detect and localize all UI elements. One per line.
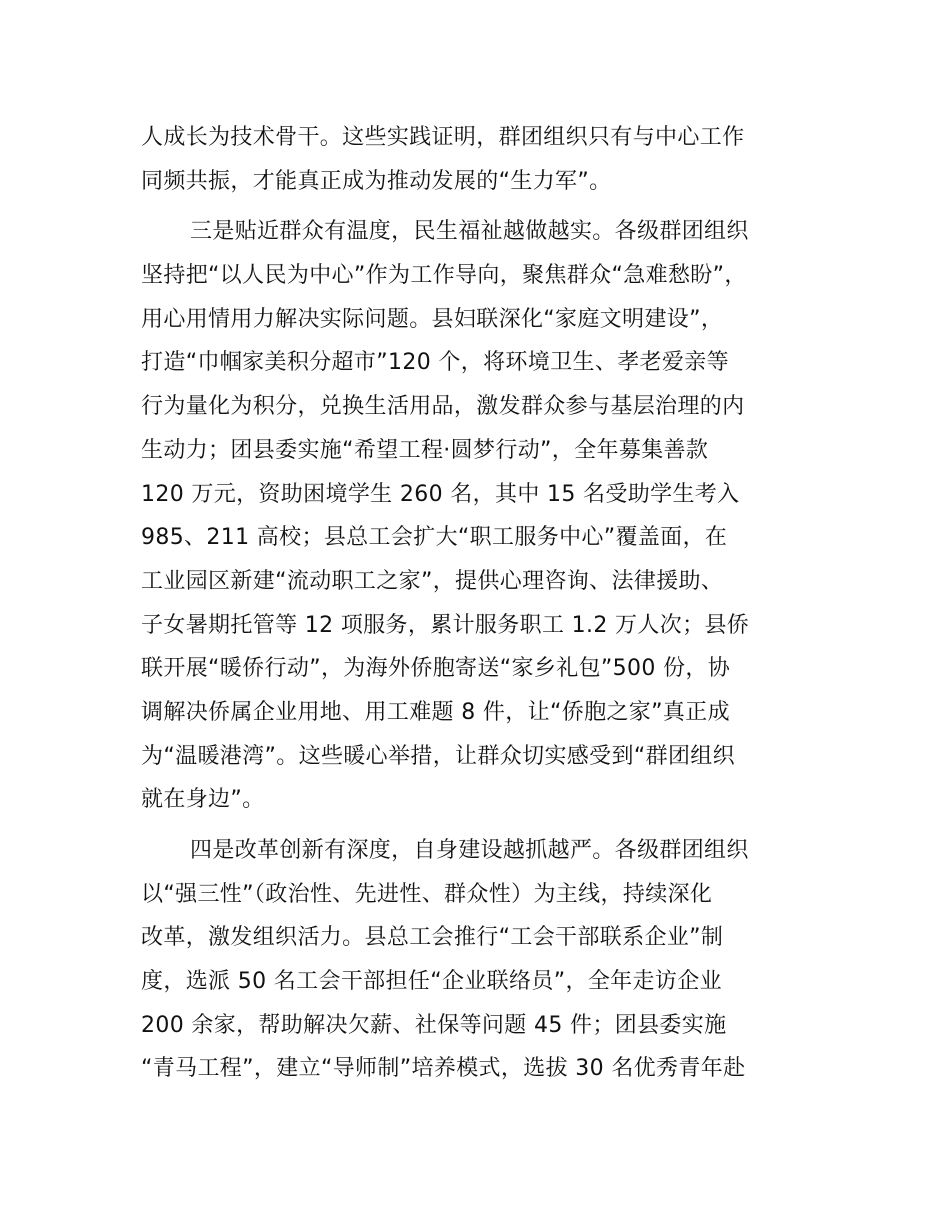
- text-line: 用心用情用力解决实际问题。县妇联深化“家庭文明建设”，: [141, 306, 724, 332]
- text-line: 为“温暖港湾”。这些暖心举措，让群众切实感受到“群团组织: [141, 743, 735, 769]
- text-line: 坚持把“以人民为中心”作为工作导向，聚焦群众“急难愁盼”，: [141, 263, 747, 289]
- text-line: 985、211 高校；县总工会扩大“职工服务中心”覆盖面，在: [141, 525, 728, 551]
- text-line: 打造“巾帼家美积分超市”120 个，将环境卫生、孝老爱亲等: [141, 350, 729, 376]
- text-line: 行为量化为积分，兑换生活用品，激发群众参与基层治理的内: [141, 394, 745, 420]
- text-line: “青马工程”，建立“导师制”培养模式，选拔 30 名优秀青年赴: [141, 1056, 746, 1082]
- text-line: 200 余家，帮助解决欠薪、社保等问题 45 件；团县委实施: [141, 1012, 727, 1038]
- text-line: 同频共振，才能真正成为推动发展的“生力军”。: [141, 168, 612, 194]
- text-line: 人成长为技术骨干。这些实践证明，群团组织只有与中心工作: [141, 125, 745, 150]
- text-line: 调解决侨属企业用地、用工难题 8 件，让“侨胞之家”真正成: [141, 699, 730, 725]
- paragraph-gap: [141, 822, 831, 829]
- text-line: 度，选派 50 名工会干部担任“企业联络员”，全年走访企业: [141, 969, 722, 995]
- text-line: 120 万元，资助困境学生 260 名，其中 15 名受助学生考入: [141, 481, 740, 507]
- text-line: 以“强三性”（政治性、先进性、群众性）为主线，持续深化: [141, 881, 713, 907]
- text-line: 改革，激发组织活力。县总工会推行“工会干部联系企业”制: [141, 925, 724, 951]
- text-line: 工业园区新建“流动职工之家”，提供心理咨询、法律援助、: [141, 568, 724, 594]
- body-text: [141, 116, 831, 1091]
- text-line: 生动力；团县委实施“希望工程·圆梦行动”，全年募集善款: [141, 437, 709, 463]
- text-line: 联开展“暖侨行动”，为海外侨胞寄送“家乡礼包”500 份，协: [141, 656, 731, 682]
- paragraph-gap: [141, 203, 831, 210]
- text-line: 三是贴近群众有温度，民生福祉越做越实。各级群团组织: [190, 219, 749, 245]
- text-line: 就在身边”。: [141, 787, 265, 813]
- text-line: 子女暑期托管等 12 项服务，累计服务职工 1.2 万人次；县侨: [141, 612, 750, 638]
- text-line: 四是改革创新有深度，自身建设越抓越严。各级群团组织: [190, 838, 749, 863]
